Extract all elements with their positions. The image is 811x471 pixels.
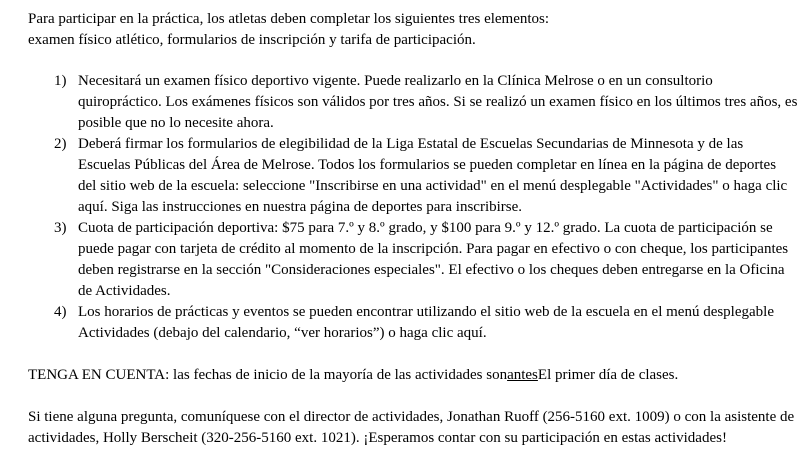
intro-line-2: examen físico atlético, formularios de inscripción y tarifa de participación. <box>28 32 476 48</box>
contact-paragraph: Si tiene alguna pregunta, comuníquese con el director de actividades, Jonathan Ruoff (256-5160 ext. 1009) o con la asistente de actividades, Holly Berscheit (320-256-5160 ext. 1021). ¡Esperamos contar con su participación en estas actividades! <box>28 409 795 446</box>
note-paragraph <box>28 365 798 386</box>
note-text-before: TENGA EN CUENTA: las fechas de inicio de la mayoría de las actividades son <box>28 367 508 383</box>
list-item-3 <box>54 218 798 302</box>
requirements-list <box>54 71 798 344</box>
note-text-after: El primer día de clases. <box>537 367 679 383</box>
list-item-number: 3) <box>54 220 67 236</box>
intro-paragraph <box>28 9 798 51</box>
list-item-text: Cuota de participación deportiva: $75 para 7.º y 8.º grado, y $100 para 9.º y 12.º grado. La cuota de participación se puede pagar con tarjeta de crédito al momento de la inscripción. Para pagar en efectivo o con cheque, los participantes deben registrarse en la sección "Consideraciones especiales". El efectivo o los cheques deben entregarse en la Oficina de Actividades. <box>78 220 789 299</box>
list-item-number: 1) <box>54 73 67 89</box>
list-item-1 <box>54 71 798 134</box>
list-item-2 <box>54 134 798 218</box>
note-underlined-word: antes <box>507 367 538 383</box>
list-item-text: Necesitará un examen físico deportivo vigente. Puede realizarlo en la Clínica Melrose o en un consultorio quiropráctico. Los exámenes físicos son válidos por tres años. Si se realizó un examen físico en los últimos tres años, es posible que no lo necesite ahora. <box>78 73 798 131</box>
intro-line-1: Para participar en la práctica, los atletas deben completar los siguientes tres elementos: <box>28 11 550 27</box>
list-item-number: 4) <box>54 304 67 320</box>
list-item-number: 2) <box>54 136 67 152</box>
list-item-text: Los horarios de prácticas y eventos se pueden encontrar utilizando el sitio web de la escuela en el menú desplegable Actividades (debajo del calendario, “ver horarios”) o haga clic aquí. <box>78 304 774 341</box>
list-item-text: Deberá firmar los formularios de elegibilidad de la Liga Estatal de Escuelas Secundarias de Minnesota y de las Escuelas Públicas del Área de Melrose. Todos los formularios se pueden completar en línea en la página de deportes del sitio web de la escuela: seleccione "Inscribirse en una actividad" en el menú desplegable "Actividades" o haga clic aquí. Siga las instrucciones en nuestra página de deportes para inscribirse. <box>78 136 788 215</box>
list-item-4 <box>54 302 798 344</box>
document-page <box>28 9 798 446</box>
